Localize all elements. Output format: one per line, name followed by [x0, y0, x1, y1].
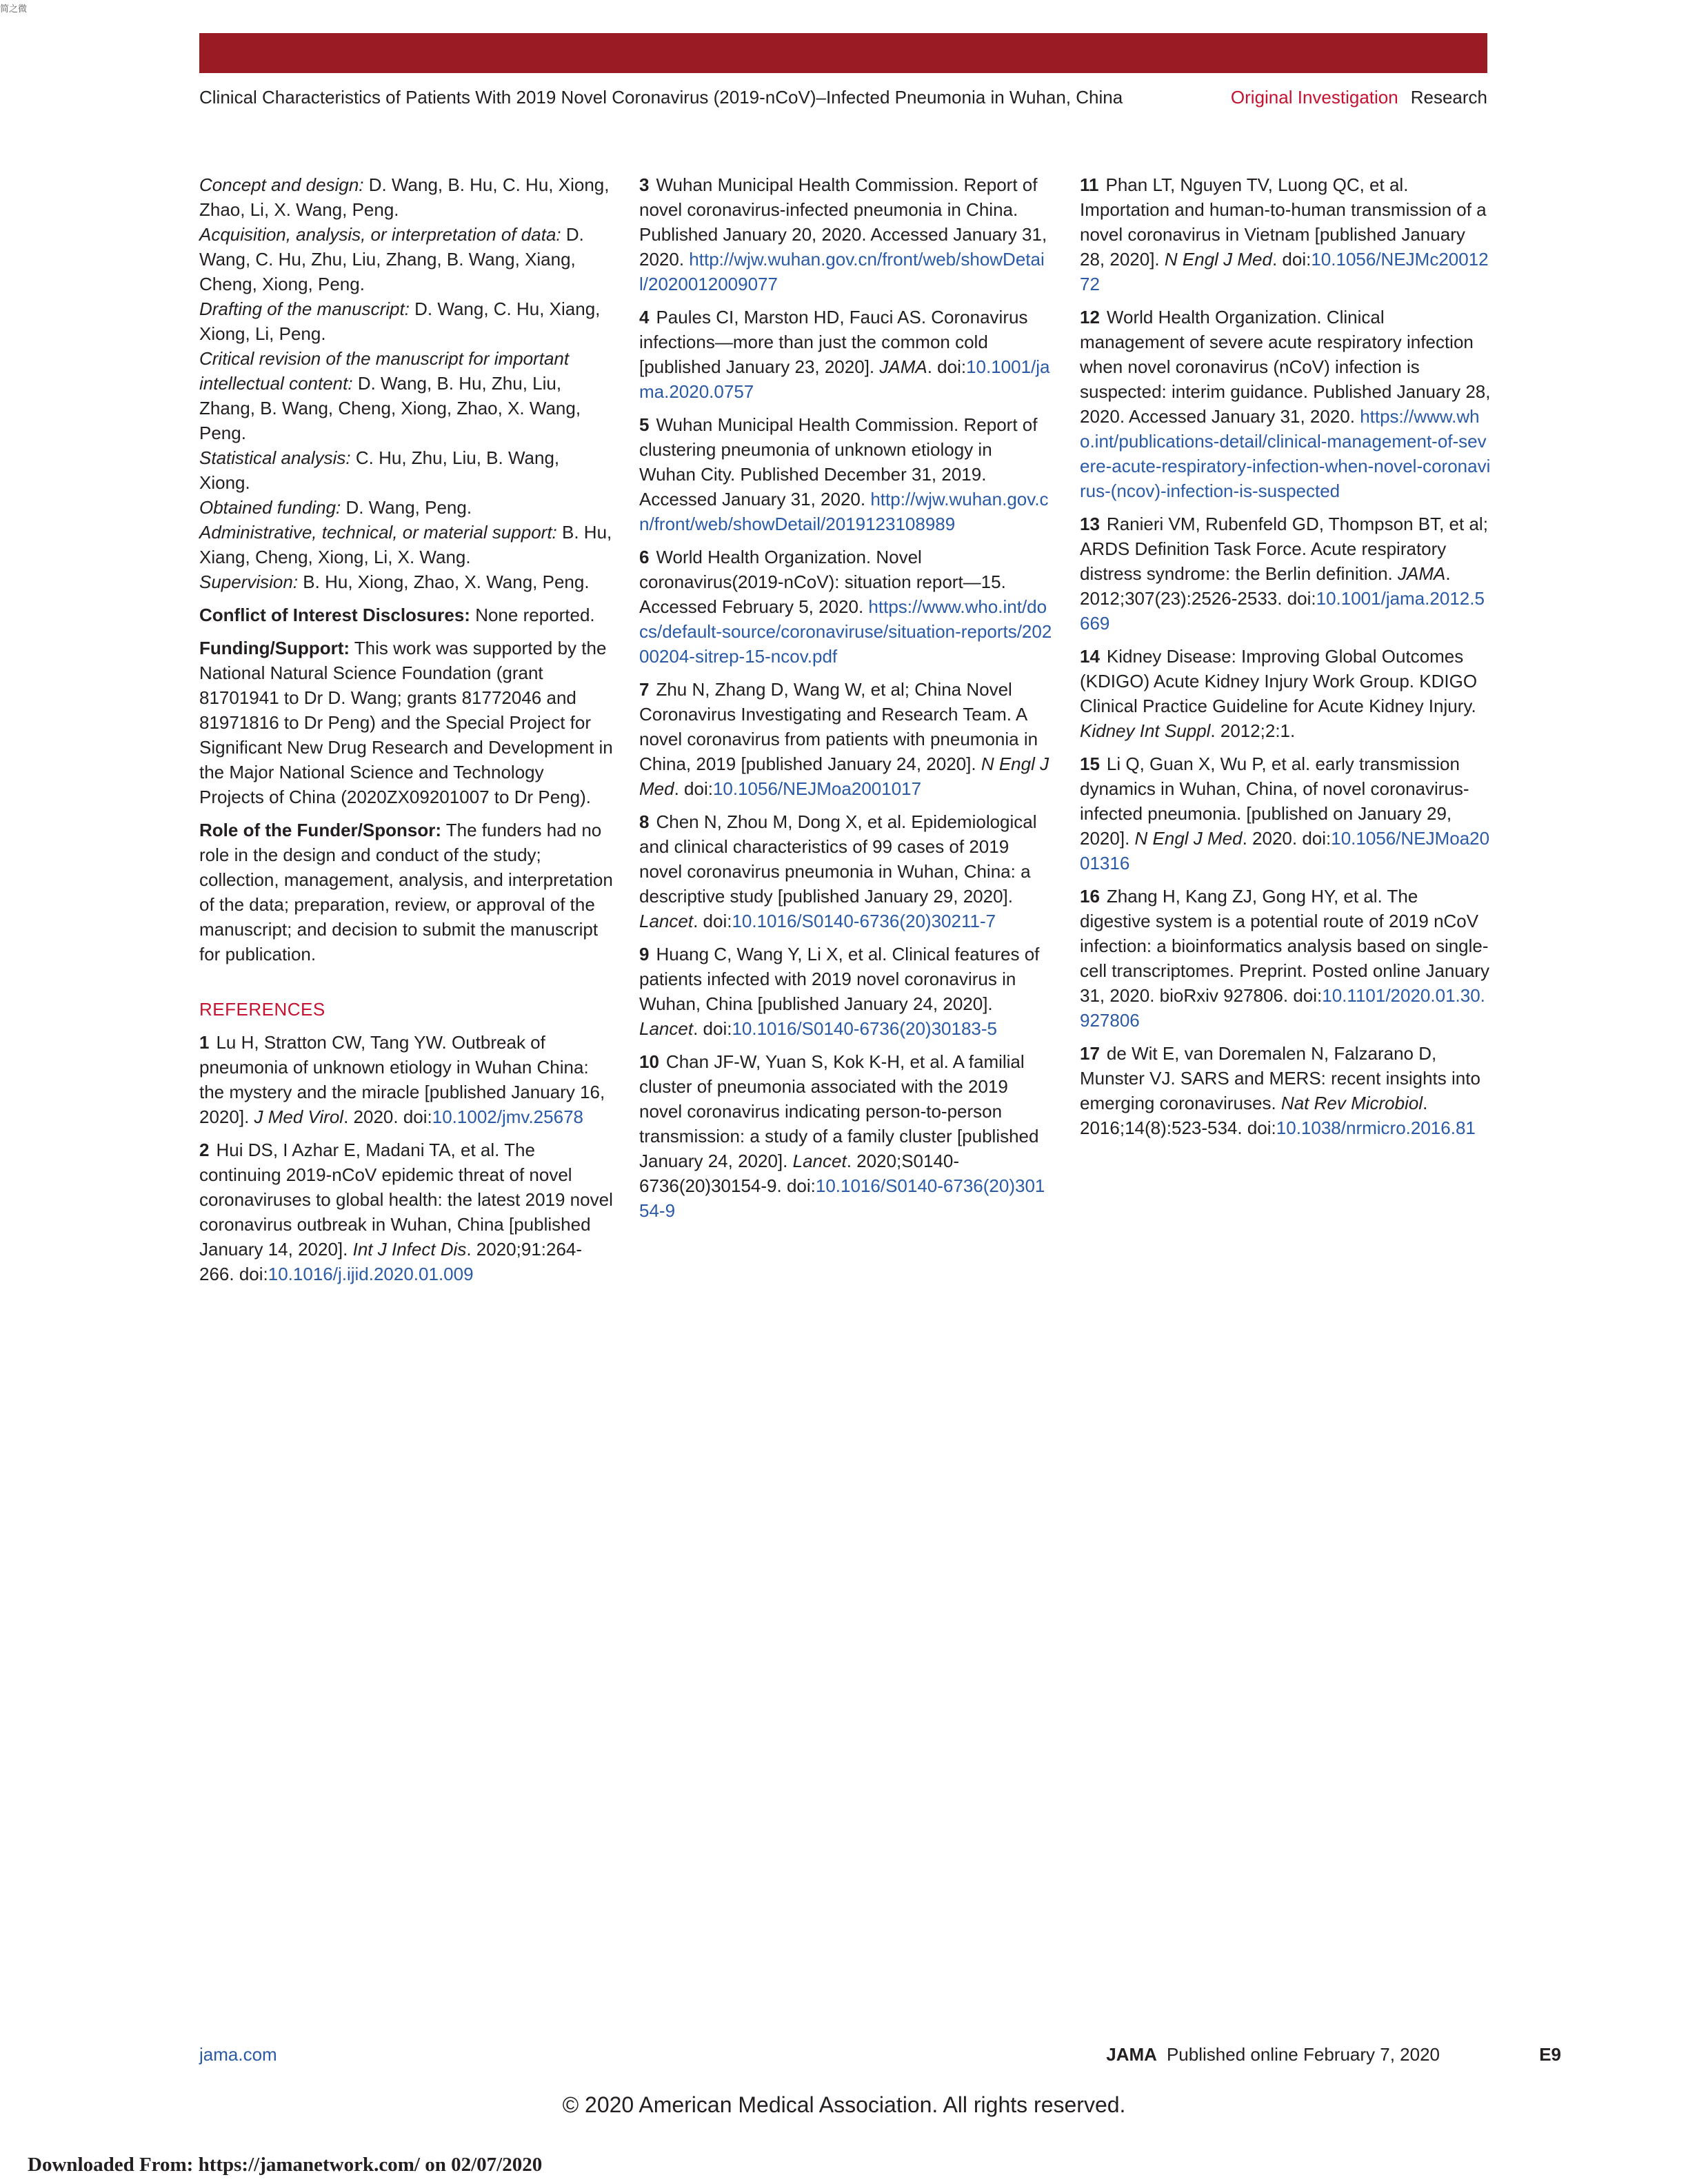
reference-number: 13	[1080, 514, 1100, 534]
contribution-item: Critical revision of the manuscript for important intellectual content: D. Wang, B. Hu, Zhu, Liu, Zhang, B. Wang, Cheng, Xiong, Zhao, X. Wang, Peng.	[199, 348, 581, 443]
author-contributions	[199, 172, 613, 594]
reference-text: . 2012;307(23):2526-2533. doi:	[1080, 563, 1451, 609]
reference-link[interactable]: 10.1038/nrmicro.2016.81	[1276, 1118, 1476, 1138]
download-stamp: Downloaded From: https://jamanetwork.com/ on 02/07/2020	[28, 2154, 543, 2176]
reference-text: Wuhan Municipal Health Commission. Report of clustering pneumonia of unknown etiology in Wuhan City. Published December 31, 2019. Accessed January 31, 2020.	[639, 414, 1038, 509]
page-footer	[199, 2044, 1561, 2072]
journal-title: Int J Infect Dis	[352, 1239, 467, 1260]
reference-text: . 2020. doi:	[1242, 828, 1332, 849]
reference-list-part-1	[199, 1030, 613, 1286]
reference-text: Paules CI, Marston HD, Fauci AS. Coronavirus infections—more than just the common cold [published January 23, 2020].	[639, 307, 1028, 377]
reference-text: World Health Organization. Novel coronavirus(2019-nCoV): situation report—15. Accessed February 5, 2020.	[639, 547, 1006, 617]
reference-number: 14	[1080, 646, 1100, 667]
reference-link[interactable]: 10.1001/jama.2020.0757	[639, 356, 1050, 402]
journal-title: Lancet	[792, 1151, 847, 1171]
journal-info	[1106, 2044, 1440, 2065]
reference-text: . 2020;S0140-6736(20)30154-9. doi:	[639, 1151, 960, 1196]
journal-name: JAMA	[1106, 2044, 1157, 2065]
journal-title: Nat Rev Microbiol	[1280, 1093, 1423, 1113]
reference-number: 1	[199, 1032, 210, 1053]
header-color-bar	[199, 33, 1487, 73]
section-label	[1231, 87, 1487, 108]
reference-text: . doi:	[1272, 249, 1312, 270]
reference-item	[639, 545, 1053, 669]
reference-text: Kidney Disease: Improving Global Outcomes (KDIGO) Acute Kidney Injury Work Group. KDIGO Clinical Practice Guideline for Acute Kidney Injury.	[1080, 646, 1478, 716]
reference-number: 3	[639, 174, 650, 195]
conflict-disclosure: Conflict of Interest Disclosures: None reported.	[199, 605, 595, 625]
column-2	[639, 172, 1053, 1231]
reference-link[interactable]: 10.1056/NEJMc2001272	[1080, 249, 1489, 294]
journal-title: N Engl J Med	[639, 754, 1049, 799]
section-name: Research	[1410, 87, 1487, 108]
reference-number: 11	[1080, 174, 1099, 195]
reference-text: Zhu N, Zhang D, Wang W, et al; China Novel Coronavirus Investigating and Research Team. A novel coronavirus from patients with pneumonia in China, 2019 [published January 24, 2020].	[639, 679, 1038, 774]
reference-link[interactable]: https://www.who.int/publications-detail/clinical-management-of-severe-acute-respiratory-infection-when-novel-coronavirus-(ncov)-infection-is-suspected	[1080, 406, 1491, 501]
contribution-item: Acquisition, analysis, or interpretation of data: D. Wang, C. Hu, Zhu, Liu, Zhang, B. Wang, Xiang, Cheng, Xiong, Peng.	[199, 224, 584, 294]
reference-item	[639, 305, 1053, 404]
reference-item	[1080, 305, 1494, 503]
reference-text: Chen N, Zhou M, Dong X, et al. Epidemiological and clinical characteristics of 99 cases of 2019 novel coronavirus pneumonia in Wuhan, China: a descriptive study [published January 29, 2020].	[639, 811, 1037, 907]
journal-title: N Engl J Med	[1134, 828, 1243, 849]
reference-item	[639, 412, 1053, 536]
reference-item	[1080, 512, 1494, 636]
reference-link[interactable]: 10.1016/j.ijid.2020.01.009	[268, 1264, 474, 1284]
reference-number: 8	[639, 811, 650, 832]
reference-link[interactable]: 10.1101/2020.01.30.927806	[1080, 985, 1485, 1031]
reference-number: 12	[1080, 307, 1100, 327]
journal-title: JAMA	[1398, 563, 1446, 584]
site-link[interactable]: jama.com	[199, 2044, 277, 2065]
reference-number: 9	[639, 944, 650, 964]
reference-link[interactable]: 10.1056/NEJMoa2001017	[712, 778, 922, 799]
column-1	[199, 172, 613, 1295]
corner-mark: 简之微	[0, 3, 28, 14]
reference-item	[639, 1049, 1053, 1223]
page-number: E9	[1539, 2044, 1561, 2065]
reference-text: Wuhan Municipal Health Commission. Report of novel coronavirus-infected pneumonia in China. Published January 20, 2020. Accessed January 31, 2020.	[639, 174, 1047, 270]
contribution-item: Administrative, technical, or material support: B. Hu, Xiang, Cheng, Xiong, Li, X. Wang.	[199, 522, 612, 567]
reference-link[interactable]: http://wjw.wuhan.gov.cn/front/web/showDetail/2019123108989	[639, 489, 1049, 534]
reference-item	[639, 677, 1053, 801]
reference-item	[639, 809, 1053, 933]
reference-number: 17	[1080, 1043, 1100, 1064]
publication-date: Published online February 7, 2020	[1166, 2044, 1440, 2065]
reference-item	[1080, 644, 1494, 743]
reference-number: 15	[1080, 754, 1100, 774]
reference-link[interactable]: 10.1056/NEJMoa2001316	[1080, 828, 1490, 873]
column-3	[1080, 172, 1494, 1149]
reference-text: Li Q, Guan X, Wu P, et al. early transmission dynamics in Wuhan, China, of novel coronavirus-infected pneumonia. [published on January 29, 2020].	[1080, 754, 1469, 849]
reference-text: de Wit E, van Doremalen N, Falzarano D, Munster VJ. SARS and MERS: recent insights into emerging coronaviruses.	[1080, 1043, 1480, 1113]
reference-item	[1080, 1041, 1494, 1140]
reference-number: 16	[1080, 886, 1100, 907]
copyright-notice: © 2020 American Medical Association. All rights reserved.	[562, 2092, 1126, 2117]
reference-item	[199, 1030, 613, 1129]
journal-title: Kidney Int Suppl	[1080, 720, 1211, 741]
reference-text: . doi:	[927, 356, 967, 377]
reference-text: . 2016;14(8):523-534. doi:	[1080, 1093, 1428, 1138]
reference-link[interactable]: 10.1016/S0140-6736(20)30183-5	[732, 1018, 997, 1039]
reference-text: Phan LT, Nguyen TV, Luong QC, et al. Importation and human-to-human transmission of a novel coronavirus in Vietnam [published January 28, 2020].	[1080, 174, 1487, 270]
contribution-item: Concept and design: D. Wang, B. Hu, C. Hu, Xiong, Zhao, Li, X. Wang, Peng.	[199, 174, 610, 220]
reference-link[interactable]: 10.1016/S0140-6736(20)30154-9	[639, 1175, 1045, 1221]
reference-number: 7	[639, 679, 650, 700]
reference-item	[1080, 172, 1494, 296]
funder-role: Role of the Funder/Sponsor: The funders had no role in the design and conduct of the study; collection, management, analysis, and interpretation of the data; preparation, review, or approval of the manuscript; and decision to submit the manuscript for publication.	[199, 820, 613, 964]
reference-text: Hui DS, I Azhar E, Madani TA, et al. The continuing 2019-nCoV epidemic threat of novel coronaviruses to global health: the latest 2019 novel coronavirus outbreak in Wuhan, China [published January 14, 2020].	[199, 1140, 613, 1260]
reference-text: Chan JF-W, Yuan S, Kok K-H, et al. A familial cluster of pneumonia associated with the 2019 novel coronavirus indicating person-to-person transmission: a study of a family cluster [published January 24, 2020].	[639, 1051, 1039, 1171]
journal-title: N Engl J Med	[1164, 249, 1272, 270]
reference-link[interactable]: 10.1002/jmv.25678	[432, 1106, 583, 1127]
contribution-item: Drafting of the manuscript: D. Wang, C. Hu, Xiang, Xiong, Li, Peng.	[199, 299, 601, 344]
reference-text: Zhang H, Kang ZJ, Gong HY, et al. The digestive system is a potential route of 2019 nCoV infection: a bioinformatics analysis based on single-cell transcriptomes. Preprint. Posted online January 31, 2020. bioRxiv 927806. doi:	[1080, 886, 1489, 1006]
reference-item	[1080, 884, 1494, 1033]
article-type: Original Investigation	[1230, 87, 1398, 108]
reference-text: Ranieri VM, Rubenfeld GD, Thompson BT, et al; ARDS Definition Task Force. Acute respiratory distress syndrome: the Berlin definition.	[1080, 514, 1488, 584]
journal-title: Lancet	[639, 911, 694, 931]
reference-text: . 2012;2:1.	[1210, 720, 1296, 741]
contribution-item: Supervision: B. Hu, Xiong, Zhao, X. Wang, Peng.	[199, 572, 590, 592]
reference-link[interactable]: 10.1001/jama.2012.5669	[1080, 588, 1485, 634]
reference-number: 10	[639, 1051, 659, 1072]
journal-title: J Med Virol	[254, 1106, 344, 1127]
reference-item	[1080, 751, 1494, 876]
reference-text: . doi:	[693, 1018, 732, 1039]
reference-text: World Health Organization. Clinical management of severe acute respiratory infection when novel coronavirus (nCoV) infection is suspected: interim guidance. Published January 28, 2020. Accessed January 31, 2020.	[1080, 307, 1491, 427]
contribution-item: Obtained funding: D. Wang, Peng.	[199, 497, 472, 518]
journal-title: JAMA	[879, 356, 927, 377]
references-heading: REFERENCES	[199, 999, 325, 1020]
funding-statement: Funding/Support: This work was supported by the National Natural Science Foundation (grant 81701941 to Dr D. Wang; grants 81772046 and 81971816 to Dr Peng) and the Special Project for Significant New Drug Research and Development in the Major National Science and Technology Projects of China (2020ZX09201007 to Dr Peng).	[199, 638, 613, 807]
reference-link[interactable]: http://wjw.wuhan.gov.cn/front/web/showDetail/2020012009077	[639, 249, 1045, 294]
reference-number: 5	[639, 414, 650, 435]
running-title: Clinical Characteristics of Patients With 2019 Novel Coronavirus (2019-nCoV)–Infected Pneumonia in Wuhan, China	[199, 87, 1123, 108]
reference-item	[199, 1138, 613, 1286]
reference-text: Lu H, Stratton CW, Tang YW. Outbreak of pneumonia of unknown etiology in Wuhan China: the mystery and the miracle [published January 16, 2020].	[199, 1032, 605, 1127]
reference-number: 6	[639, 547, 650, 567]
reference-number: 4	[639, 307, 650, 327]
reference-text: . 2020. doi:	[343, 1106, 432, 1127]
journal-title: Lancet	[639, 1018, 694, 1039]
reference-item	[639, 942, 1053, 1041]
contribution-item: Statistical analysis: C. Hu, Zhu, Liu, B. Wang, Xiong.	[199, 447, 560, 493]
reference-text: . 2020;91:264-266. doi:	[199, 1239, 583, 1284]
reference-link[interactable]: https://www.who.int/docs/default-source/coronaviruse/situation-reports/20200204-sitrep-15-ncov.pdf	[639, 596, 1052, 667]
reference-link[interactable]: 10.1016/S0140-6736(20)30211-7	[732, 911, 996, 931]
running-head	[199, 87, 1487, 112]
reference-number: 2	[199, 1140, 210, 1160]
reference-text: . doi:	[693, 911, 732, 931]
reference-item	[639, 172, 1053, 296]
reference-text: . doi:	[674, 778, 713, 799]
reference-list-part-2	[639, 172, 1053, 1223]
reference-list-part-3	[1080, 172, 1494, 1140]
reference-text: Huang C, Wang Y, Li X, et al. Clinical features of patients infected with 2019 novel coronavirus in Wuhan, China [published January 24, 2020].	[639, 944, 1040, 1014]
